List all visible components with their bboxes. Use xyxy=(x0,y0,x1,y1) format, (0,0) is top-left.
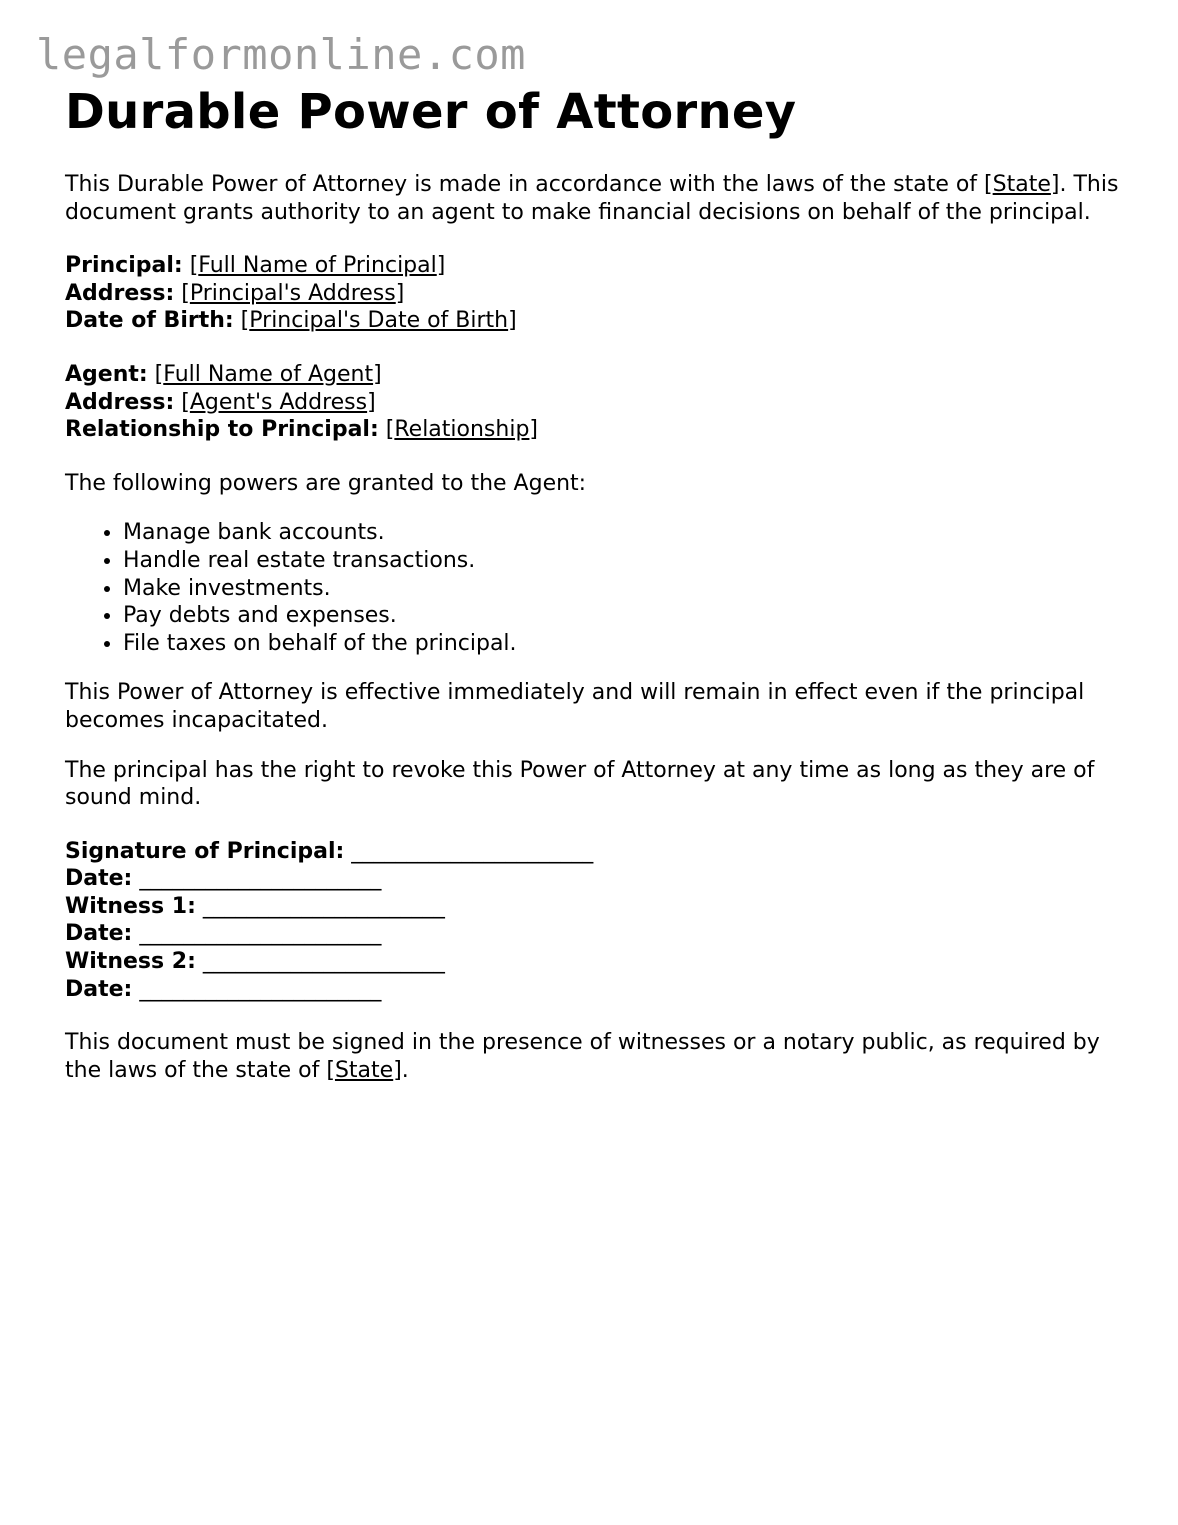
closing-text-before: This document must be signed in the presence of witnesses or a notary public, as required by the laws of the state of [ xyxy=(65,1030,1100,1083)
agent-address-line: Address: [Agent's Address] xyxy=(65,389,376,415)
powers-list xyxy=(65,519,1135,657)
document-title: Durable Power of Attorney xyxy=(65,84,797,140)
principal-info xyxy=(65,252,1135,335)
principal-dob-placeholder: Principal's Date of Birth xyxy=(249,308,509,334)
date-label: Date: xyxy=(65,921,133,947)
witness-1-blank: ______________________ xyxy=(202,893,445,919)
agent-address-placeholder: Agent's Address xyxy=(189,389,368,415)
revoke-paragraph: The principal has the right to revoke this Power of Attorney at any time as long as they are of sound mind. xyxy=(65,757,1095,811)
agent-address-label: Address: xyxy=(65,389,175,415)
signature-blank: ______________________ xyxy=(351,838,594,864)
witness-2-date-line xyxy=(65,976,1135,1004)
power-item: • File taxes on behalf of the principal. xyxy=(123,630,1135,658)
date-blank: ______________________ xyxy=(139,866,382,892)
agent-name-line: Agent: [Full Name of Agent] xyxy=(65,361,382,387)
watermark: legalformonline.com xyxy=(36,30,526,79)
principal-name-line: Principal: [Full Name of Principal] xyxy=(65,253,446,279)
witness-2-blank: ______________________ xyxy=(202,949,445,975)
document xyxy=(65,82,1135,1084)
date-label: Date: xyxy=(65,866,133,892)
witness-2-label: Witness 2: xyxy=(65,949,196,975)
principal-address-line: Address: [Principal's Address] xyxy=(65,280,405,306)
signature-label: Signature of Principal: xyxy=(65,838,345,864)
power-item: • Handle real estate transactions. xyxy=(123,547,1135,575)
agent-name-placeholder: Full Name of Agent xyxy=(163,361,374,387)
date-blank: ______________________ xyxy=(139,921,382,947)
witness-1-line xyxy=(65,893,1135,921)
agent-relationship-placeholder: Relationship xyxy=(394,417,530,443)
witness-1-label: Witness 1: xyxy=(65,893,196,919)
principal-date-line xyxy=(65,865,1135,893)
intro-text-after: ]. This document grants authority to an agent to make financial decisions on behalf of the principal. xyxy=(65,172,1119,225)
principal-name-label: Principal: xyxy=(65,253,183,279)
principal-dob-label: Date of Birth: xyxy=(65,308,234,334)
power-item: • Manage bank accounts. xyxy=(123,519,1135,547)
signature-block xyxy=(65,838,1135,1004)
witness-1-date-line xyxy=(65,920,1135,948)
effective-paragraph: This Power of Attorney is effective immediately and will remain in effect even if the principal becomes incapacitated. xyxy=(65,680,1085,733)
power-item: • Pay debts and expenses. xyxy=(123,602,1135,630)
date-blank: ______________________ xyxy=(139,976,382,1002)
intro-text-before: This Durable Power of Attorney is made in accordance with the laws of the state of [ xyxy=(65,172,993,197)
closing-paragraph xyxy=(65,1029,1135,1084)
principal-dob-line: Date of Birth: [Principal's Date of Birth] xyxy=(65,308,517,334)
date-label: Date: xyxy=(65,976,133,1002)
agent-info xyxy=(65,361,1135,444)
intro-paragraph xyxy=(65,171,1135,226)
principal-address-placeholder: Principal's Address xyxy=(189,280,396,306)
witness-2-line xyxy=(65,948,1135,976)
agent-relationship-line: Relationship to Principal: [Relationship] xyxy=(65,417,539,443)
agent-name-label: Agent: xyxy=(65,361,148,387)
closing-state-placeholder: State xyxy=(334,1057,394,1083)
power-item: • Make investments. xyxy=(123,575,1135,603)
agent-relationship-label: Relationship to Principal: xyxy=(65,417,379,443)
principal-signature-line xyxy=(65,838,1135,866)
principal-address-label: Address: xyxy=(65,280,175,306)
principal-name-placeholder: Full Name of Principal xyxy=(198,253,437,279)
powers-intro: The following powers are granted to the Agent: xyxy=(65,470,587,496)
state-placeholder: State xyxy=(992,172,1051,197)
closing-text-after: ]. xyxy=(393,1057,409,1083)
